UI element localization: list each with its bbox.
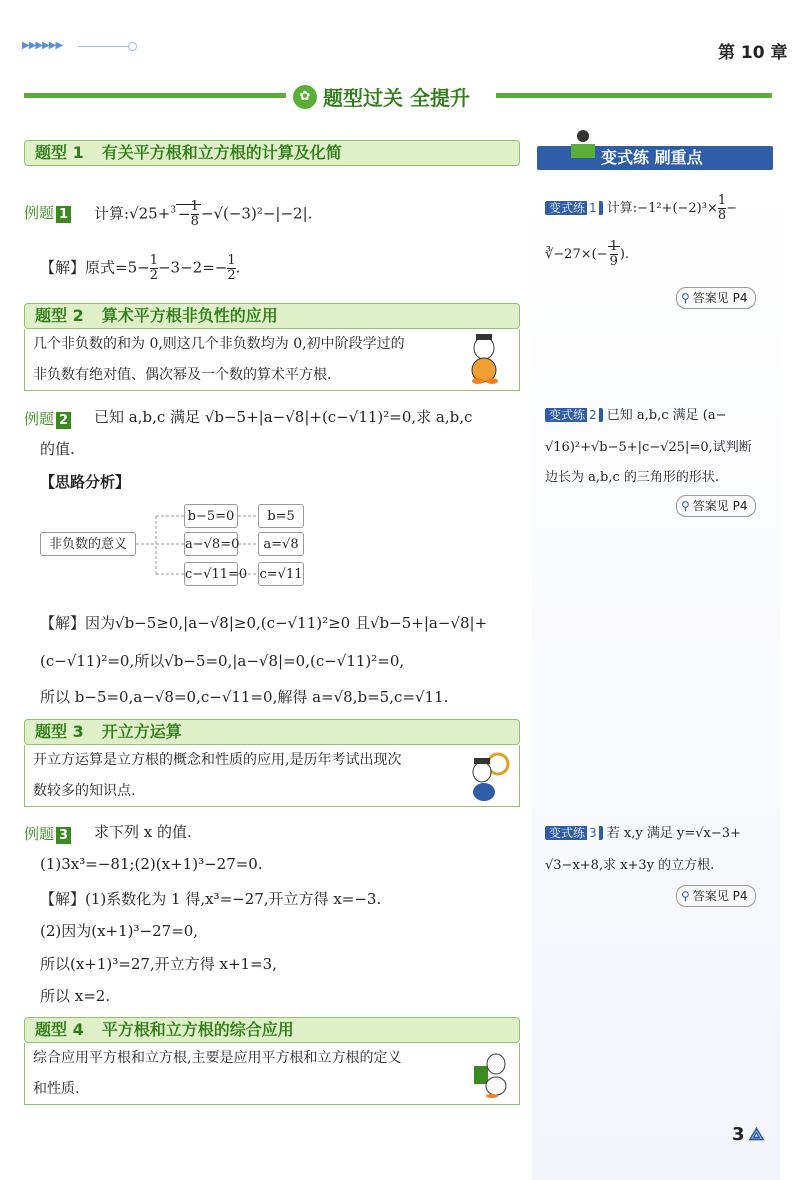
pin-icon: ⚲ xyxy=(681,889,690,903)
header-arrows: ▶▶▶▶▶▶ xyxy=(22,40,63,51)
example-3-solution-3: 所以(x+1)³=27,开立方得 x+1=3, xyxy=(40,955,277,973)
chapter-label: 第 10 章 xyxy=(718,43,788,63)
flow-result-c: c=√11 xyxy=(258,562,304,586)
analysis-label: 【思路分析】 xyxy=(40,473,131,491)
example-3-solution-2: (2)因为(x+1)³−27=0, xyxy=(40,922,199,940)
answer-button-1[interactable]: ⚲ 答案见 P4 xyxy=(676,287,756,309)
variant-label-2: 变式练 2 xyxy=(545,408,603,422)
answer-button-2[interactable]: ⚲ 答案见 P4 xyxy=(676,495,756,517)
pin-icon: ⚲ xyxy=(681,291,690,305)
flow-box-b: b−5=0 xyxy=(184,504,238,528)
variant-label-3: 变式练 3 xyxy=(545,826,603,840)
example-3-question: 求下列 x 的值. xyxy=(94,823,192,841)
flow-source: 非负数的意义 xyxy=(40,532,136,556)
note-line: 几个非负数的和为 0,则这几个非负数均为 0,初中阶段学过的 xyxy=(33,336,405,352)
variant-1-line-1: 变式练 1 计算:−1²+(−2)³× $\frac{1}{8}$ − xyxy=(545,194,737,223)
example-2-solution-1: 【解】因为√b−5≥0,|a−√8|≥0,(c−√11)²≥0 且√b−5+|a−√8|+ xyxy=(40,614,488,632)
page-number: 3 ⟁ xyxy=(732,1124,765,1145)
example-label-2: 例题 2 xyxy=(24,408,71,429)
flow-box-a: a−√8=0 xyxy=(184,532,238,556)
example-1-question: 计算:√25+$^3$ − $\frac{1}{8}$ −√(−3)²−|−2|. xyxy=(94,199,313,229)
topic-4-note: 综合应用平方根和立方根,主要是应用平方根和立方根的定义 和性质. xyxy=(24,1043,520,1105)
flow-box-c: c−√11=0 xyxy=(184,562,238,586)
student-reading-icon xyxy=(568,128,598,168)
topic-num: 题型 1 xyxy=(35,143,84,162)
mascot-book-icon xyxy=(470,1046,514,1098)
variant-2-line-2: √16)²+√b−5+|c−√25|=0,试判断 xyxy=(545,440,752,455)
example-1-solution: 【解】原式=5− $\frac{1}{2}$ −3−2=− $\frac{1}{2}$ . xyxy=(40,253,241,283)
example-2-question: 已知 a,b,c 满足 √b−5+|a−√8|+(c−√11)²=0,求 a,b,c xyxy=(94,408,473,426)
example-2-solution-2: (c−√11)²=0,所以√b−5=0,|a−√8|=0,(c−√11)²=0, xyxy=(40,652,405,670)
pin-icon: ⚲ xyxy=(681,499,690,513)
practice-header: 变式练 刷重点 xyxy=(537,146,773,170)
variant-label-1: 变式练 1 xyxy=(545,201,603,215)
variant-3-line-2: √3−x+8,求 x+3y 的立方根. xyxy=(545,858,715,873)
example-3-solution-1: 【解】(1)系数化为 1 得,x³=−27,开立方得 x=−3. xyxy=(40,890,382,908)
note-line: 非负数有绝对值、偶次幂及一个数的算术平方根. xyxy=(33,367,332,383)
topic-header-2: 题型 2 算术平方根非负性的应用 xyxy=(24,303,520,329)
section-title-text: 题型过关 全提升 xyxy=(323,86,470,110)
topic-header-4: 题型 4 平方根和立方根的综合应用 xyxy=(24,1017,520,1043)
flow-result-a: a=√8 xyxy=(258,532,304,556)
variant-1-line-2: ∛−27×(− $\frac{1}{9}$ ). xyxy=(545,239,630,269)
example-3-solution-4: 所以 x=2. xyxy=(40,987,111,1005)
topic-title: 有关平方根和立方根的计算及化简 xyxy=(101,143,342,162)
variant-3-line-1: 变式练 3 若 x,y 满足 y=√x−3+ xyxy=(545,822,741,841)
example-label-1: 例题 1 xyxy=(24,202,71,223)
example-2-solution-3: 所以 b−5=0,a−√8=0,c−√11=0,解得 a=√8,b=5,c=√11. xyxy=(40,688,449,706)
variant-2-line-3: 边长为 a,b,c 的三角形的形状. xyxy=(545,470,720,485)
mascot-magnifier-icon xyxy=(466,750,510,802)
example-2-question-tail: 的值. xyxy=(40,440,75,458)
answer-button-3[interactable]: ⚲ 答案见 P4 xyxy=(676,885,756,907)
example-label-3: 例题 3 xyxy=(24,823,71,844)
variant-2-line-1: 变式练 2 已知 a,b,c 满足 (a− xyxy=(545,404,727,423)
topic-3-note: 开立方运算是立方根的概念和性质的应用,是历年考试出现次 数较多的知识点. xyxy=(24,745,520,807)
leaf-icon: ✿ xyxy=(293,85,317,109)
topic-header-3: 题型 3 开立方运算 xyxy=(24,719,520,745)
example-3-parts: (1)3x³=−81;(2)(x+1)³−27=0. xyxy=(40,855,263,873)
flow-result-b: b=5 xyxy=(258,504,304,528)
compass-icon: ⟁ xyxy=(748,1124,765,1145)
